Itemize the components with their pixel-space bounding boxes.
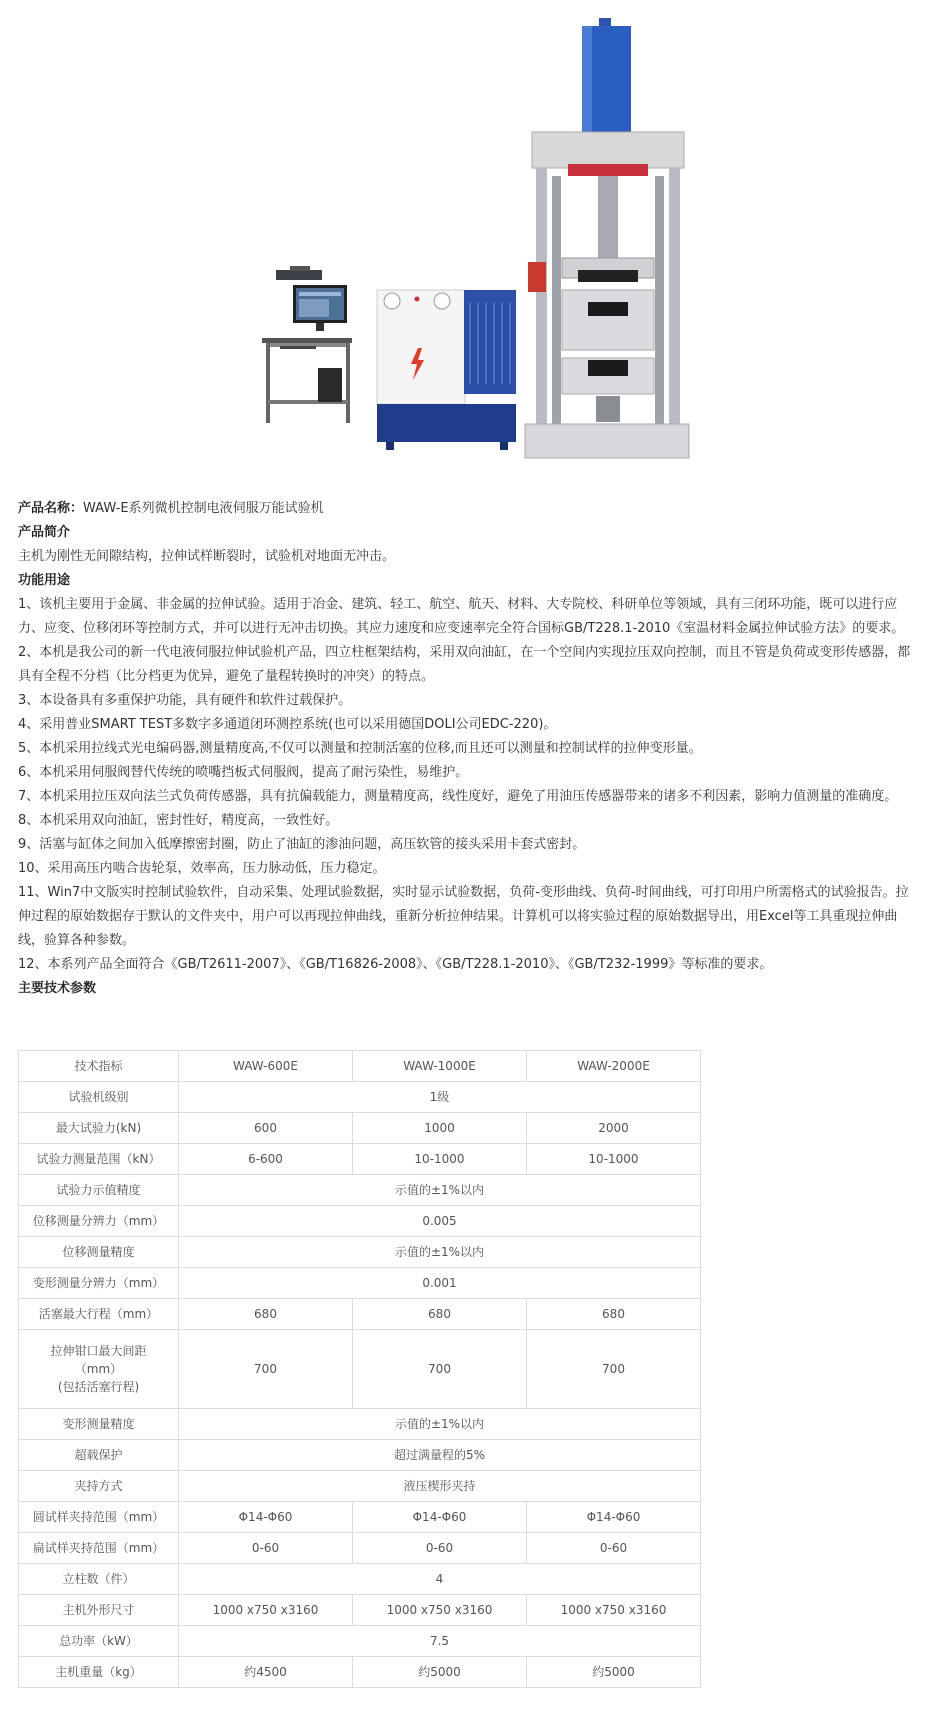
spec-label-cell: 试验力示值精度 <box>19 1175 179 1206</box>
function-item: 8、本机采用双向油缸，密封性好，精度高，一致性好。 <box>18 813 339 828</box>
spec-label-cell: 总功率（kW） <box>19 1626 179 1657</box>
product-description <box>18 497 913 1001</box>
product-name-line <box>18 497 913 521</box>
spec-row <box>19 1595 701 1626</box>
spec-row <box>19 1626 701 1657</box>
spec-header-cell: WAW-2000E <box>527 1051 701 1082</box>
spec-table <box>18 1050 701 1688</box>
spec-value-cell: 液压楔形夹持 <box>179 1471 701 1502</box>
spec-value-cell: 700 <box>179 1330 353 1409</box>
function-item: 6、本机采用伺服阀替代传统的喷嘴挡板式伺服阀，提高了耐污染性，易维护。 <box>18 765 469 780</box>
spec-header-cell: WAW-1000E <box>353 1051 527 1082</box>
spec-value-cell: 600 <box>179 1113 353 1144</box>
spec-row <box>19 1502 701 1533</box>
spec-row <box>19 1657 701 1688</box>
product-image <box>0 0 927 470</box>
spec-label-cell: 试验力测量范围（kN） <box>19 1144 179 1175</box>
spec-row <box>19 1533 701 1564</box>
spec-header-cell: 技术指标 <box>19 1051 179 1082</box>
spec-label-cell: 位移测量精度 <box>19 1237 179 1268</box>
spec-row <box>19 1206 701 1237</box>
intro-heading: 产品简介 <box>18 525 71 540</box>
spec-value-cell: 示值的±1%以内 <box>179 1409 701 1440</box>
function-item: 7、本机采用拉压双向法兰式负荷传感器，具有抗偏载能力，测量精度高，线性度好，避免了用油压传感器带来的诸多不利因素，影响力值测量的准确度。 <box>18 789 898 804</box>
function-item: 1、该机主要用于金属、非金属的拉伸试验。适用于冶金、建筑、轻工、航空、航天、材料、大专院校、科研单位等领域，具有三闭环功能，既可以进行应力、应变、位移闭环等控制方式，并可以进行无冲击切换。其应力速度和应变速率完全符合国标GB/T228.1-2010《室温材料金属拉伸试验方法》的要求。 <box>18 597 905 636</box>
spec-row <box>19 1471 701 1502</box>
spec-value-cell: 约5000 <box>353 1657 527 1688</box>
spec-header-cell: WAW-600E <box>179 1051 353 1082</box>
spec-value-cell: 1000 x750 x3160 <box>527 1595 701 1626</box>
spec-value-cell: 0.001 <box>179 1268 701 1299</box>
control-cabinet <box>377 290 516 450</box>
spec-value-cell: 10-1000 <box>353 1144 527 1175</box>
spec-value-cell: 0-60 <box>527 1533 701 1564</box>
spec-label-cell: 主机重量（kg） <box>19 1657 179 1688</box>
spec-value-cell: 超过满量程的5% <box>179 1440 701 1471</box>
spec-header-row <box>19 1051 701 1082</box>
spec-value-cell: 2000 <box>527 1113 701 1144</box>
spec-value-cell: 680 <box>527 1299 701 1330</box>
spec-value-cell: Φ14-Φ60 <box>353 1502 527 1533</box>
spec-value-cell: 7.5 <box>179 1626 701 1657</box>
spec-label-cell: 拉伸钳口最大间距 （mm） (包括活塞行程) <box>19 1330 179 1409</box>
spec-label-cell: 立柱数（件） <box>19 1564 179 1595</box>
function-item: 3、本设备具有多重保护功能，具有硬件和软件过载保护。 <box>18 693 352 708</box>
spec-value-cell: 1000 x750 x3160 <box>179 1595 353 1626</box>
spec-row <box>19 1299 701 1330</box>
intro-text: 主机为刚性无间隙结构，拉伸试样断裂时，试验机对地面无冲击。 <box>18 549 396 564</box>
spec-value-cell: 1000 <box>353 1113 527 1144</box>
spec-value-cell: 4 <box>179 1564 701 1595</box>
spec-row <box>19 1440 701 1471</box>
spec-label-cell: 试验机级别 <box>19 1082 179 1113</box>
spec-row <box>19 1330 701 1409</box>
spec-row <box>19 1268 701 1299</box>
spec-table-body <box>19 1051 701 1688</box>
spec-value-cell: 约4500 <box>179 1657 353 1688</box>
spec-value-cell: 10-1000 <box>527 1144 701 1175</box>
spec-row <box>19 1175 701 1206</box>
test-machine-frame <box>525 18 689 458</box>
spec-row <box>19 1082 701 1113</box>
spec-value-cell: 1级 <box>179 1082 701 1113</box>
spec-label-cell: 变形测量分辨力（mm） <box>19 1268 179 1299</box>
spec-value-cell: 700 <box>353 1330 527 1409</box>
function-item: 5、本机采用拉线式光电编码器,测量精度高,不仅可以测量和控制活塞的位移,而且还可以测量和控制试样的拉伸变形量。 <box>18 741 702 756</box>
spec-value-cell: 680 <box>179 1299 353 1330</box>
spec-row <box>19 1144 701 1175</box>
spec-value-cell: 680 <box>353 1299 527 1330</box>
function-item: 12、本系列产品全面符合《GB/T2611-2007》、《GB/T16826-2008》、《GB/T228.1-2010》、《GB/T232-1999》等标准的要求。 <box>18 957 773 972</box>
function-item: 2、本机是我公司的新一代电液伺服拉伸试验机产品，四立柱框架结构，采用双向油缸，在一个空间内实现拉压双向控制，而且不管是负荷或变形传感器，都具有全程不分档（比分档更为优异，避免了量程转换时的冲突）的特点。 <box>18 645 911 684</box>
spec-label-cell: 扁试样夹持范围（mm） <box>19 1533 179 1564</box>
spec-value-cell: 700 <box>527 1330 701 1409</box>
spec-value-cell: Φ14-Φ60 <box>527 1502 701 1533</box>
spec-label-cell: 活塞最大行程（mm） <box>19 1299 179 1330</box>
spec-value-cell: 约5000 <box>527 1657 701 1688</box>
spec-label-cell: 超载保护 <box>19 1440 179 1471</box>
spec-value-cell: 0.005 <box>179 1206 701 1237</box>
functions-heading: 功能用途 <box>18 573 71 588</box>
spec-value-cell: 0-60 <box>353 1533 527 1564</box>
computer-desk <box>262 266 352 423</box>
spec-value-cell: 1000 x750 x3160 <box>353 1595 527 1626</box>
spec-row <box>19 1409 701 1440</box>
function-item: 4、采用普业SMART TEST多数字多通道闭环测控系统(也可以采用德国DOLI公司EDC-220)。 <box>18 717 557 732</box>
specs-heading: 主要技术参数 <box>18 981 97 996</box>
product-name-value: WAW-E系列微机控制电液伺服万能试验机 <box>83 501 324 516</box>
spec-row <box>19 1113 701 1144</box>
spec-label-cell: 圆试样夹持范围（mm） <box>19 1502 179 1533</box>
spec-value-cell: 示值的±1%以内 <box>179 1175 701 1206</box>
spec-value-cell: 6-600 <box>179 1144 353 1175</box>
spec-label-cell: 最大试验力(kN) <box>19 1113 179 1144</box>
spec-value-cell: Φ14-Φ60 <box>179 1502 353 1533</box>
spec-row <box>19 1237 701 1268</box>
product-name-label: 产品名称： <box>18 501 84 516</box>
function-item: 10、采用高压内啮合齿轮泵，效率高，压力脉动低，压力稳定。 <box>18 861 386 876</box>
function-item: 9、活塞与缸体之间加入低摩擦密封圈，防止了油缸的渗油问题，高压软管的接头采用卡套式密封。 <box>18 837 586 852</box>
spec-row <box>19 1564 701 1595</box>
spec-label-cell: 变形测量精度 <box>19 1409 179 1440</box>
spec-label-cell: 夹持方式 <box>19 1471 179 1502</box>
spec-value-cell: 0-60 <box>179 1533 353 1564</box>
spec-label-cell: 位移测量分辨力（mm） <box>19 1206 179 1237</box>
spec-label-cell: 主机外形尺寸 <box>19 1595 179 1626</box>
function-item: 11、Win7中文版实时控制试验软件，自动采集、处理试验数据，实时显示试验数据，负荷-变形曲线、负荷-时间曲线，可打印用户所需格式的试验报告。拉伸过程的原始数据存于默认的文件夹中，用户可以再现拉伸曲线，重新分析拉伸结果。计算机可以将实验过程的原始数据导出，用Excel等工具重现拉伸曲线，验算各种参数。 <box>18 885 909 948</box>
spec-value-cell: 示值的±1%以内 <box>179 1237 701 1268</box>
